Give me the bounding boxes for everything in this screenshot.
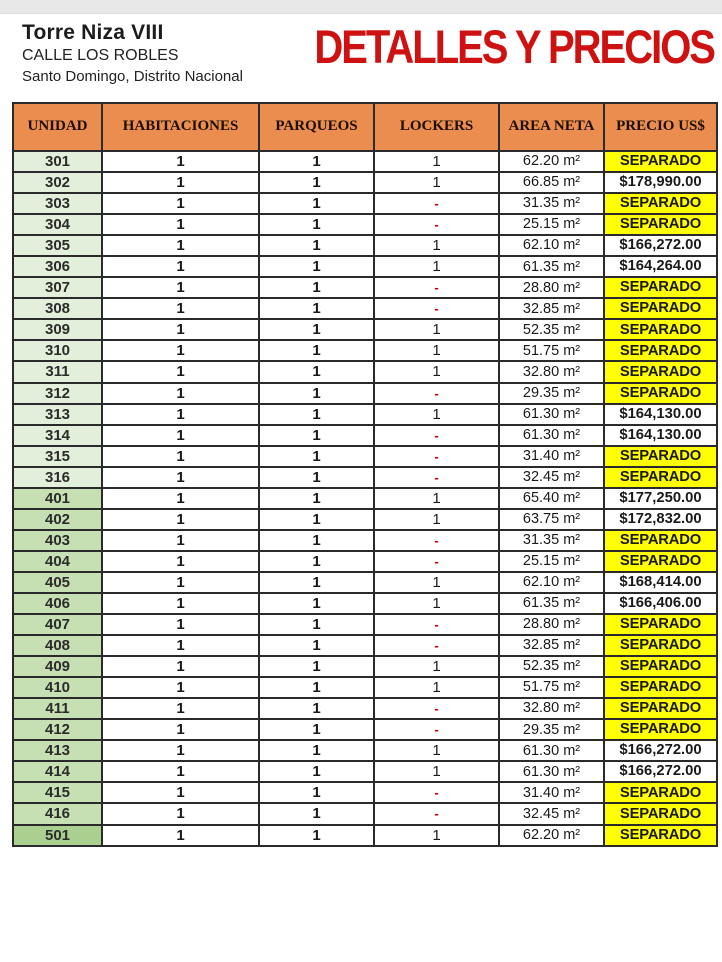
area-cell: 25.15 m² (499, 551, 604, 572)
parqueos-cell: 1 (259, 509, 374, 530)
unit-cell: 310 (13, 340, 102, 361)
parqueos-cell: 1 (259, 193, 374, 214)
price-cell: SEPARADO (604, 530, 717, 551)
habitaciones-cell: 1 (102, 256, 259, 277)
unit-cell: 415 (13, 782, 102, 803)
habitaciones-cell: 1 (102, 761, 259, 782)
parqueos-cell: 1 (259, 151, 374, 172)
table-row (13, 761, 717, 782)
table-row (13, 782, 717, 803)
price-cell: SEPARADO (604, 151, 717, 172)
area-cell: 62.20 m² (499, 825, 604, 846)
habitaciones-cell: 1 (102, 803, 259, 824)
price-cell: $164,130.00 (604, 404, 717, 425)
price-cell: SEPARADO (604, 467, 717, 488)
parqueos-cell: 1 (259, 656, 374, 677)
habitaciones-cell: 1 (102, 635, 259, 656)
area-cell: 29.35 m² (499, 383, 604, 404)
area-cell: 32.45 m² (499, 467, 604, 488)
parqueos-cell: 1 (259, 761, 374, 782)
table-row (13, 214, 717, 235)
habitaciones-cell: 1 (102, 656, 259, 677)
table-row (13, 635, 717, 656)
habitaciones-cell: 1 (102, 740, 259, 761)
unit-cell: 316 (13, 467, 102, 488)
price-cell: SEPARADO (604, 298, 717, 319)
lockers-cell: - (374, 698, 499, 719)
lockers-cell: 1 (374, 151, 499, 172)
col-header-precio: PRECIO US$ (604, 103, 717, 151)
header-row (13, 103, 717, 151)
col-header-area-neta: AREA NETA (499, 103, 604, 151)
area-cell: 52.35 m² (499, 319, 604, 340)
area-cell: 61.30 m² (499, 761, 604, 782)
habitaciones-cell: 1 (102, 404, 259, 425)
unit-cell: 401 (13, 488, 102, 509)
unit-cell: 411 (13, 698, 102, 719)
unit-cell: 307 (13, 277, 102, 298)
parqueos-cell: 1 (259, 172, 374, 193)
table-row (13, 740, 717, 761)
area-cell: 51.75 m² (499, 340, 604, 361)
parqueos-cell: 1 (259, 277, 374, 298)
area-cell: 65.40 m² (499, 488, 604, 509)
area-cell: 31.35 m² (499, 530, 604, 551)
habitaciones-cell: 1 (102, 614, 259, 635)
habitaciones-cell: 1 (102, 446, 259, 467)
habitaciones-cell: 1 (102, 193, 259, 214)
lockers-cell: - (374, 719, 499, 740)
unit-cell: 303 (13, 193, 102, 214)
table-row (13, 235, 717, 256)
price-cell: SEPARADO (604, 656, 717, 677)
lockers-cell: - (374, 803, 499, 824)
lockers-cell: 1 (374, 404, 499, 425)
habitaciones-cell: 1 (102, 298, 259, 319)
habitaciones-cell: 1 (102, 677, 259, 698)
table-row (13, 383, 717, 404)
parqueos-cell: 1 (259, 530, 374, 551)
unit-cell: 301 (13, 151, 102, 172)
habitaciones-cell: 1 (102, 235, 259, 256)
unit-cell: 404 (13, 551, 102, 572)
price-cell: SEPARADO (604, 719, 717, 740)
parqueos-cell: 1 (259, 467, 374, 488)
unit-cell: 409 (13, 656, 102, 677)
parqueos-cell: 1 (259, 614, 374, 635)
top-gray-strip (0, 0, 722, 14)
price-cell: $166,406.00 (604, 593, 717, 614)
lockers-cell: 1 (374, 319, 499, 340)
area-cell: 32.85 m² (499, 635, 604, 656)
area-cell: 66.85 m² (499, 172, 604, 193)
parqueos-cell: 1 (259, 404, 374, 425)
lockers-cell: 1 (374, 235, 499, 256)
table-row (13, 656, 717, 677)
parqueos-cell: 1 (259, 698, 374, 719)
habitaciones-cell: 1 (102, 172, 259, 193)
parqueos-cell: 1 (259, 446, 374, 467)
col-header-habitaciones: HABITACIONES (102, 103, 259, 151)
parqueos-cell: 1 (259, 256, 374, 277)
parqueos-cell: 1 (259, 803, 374, 824)
price-cell: $177,250.00 (604, 488, 717, 509)
unit-cell: 407 (13, 614, 102, 635)
table-row (13, 572, 717, 593)
building-name: Torre Niza VIII (22, 21, 164, 44)
lockers-cell: 1 (374, 740, 499, 761)
area-cell: 61.35 m² (499, 593, 604, 614)
table-row (13, 698, 717, 719)
habitaciones-cell: 1 (102, 361, 259, 382)
col-header-lockers: LOCKERS (374, 103, 499, 151)
parqueos-cell: 1 (259, 740, 374, 761)
habitaciones-cell: 1 (102, 509, 259, 530)
lockers-cell: 1 (374, 593, 499, 614)
area-cell: 29.35 m² (499, 719, 604, 740)
table-row (13, 593, 717, 614)
unit-cell: 410 (13, 677, 102, 698)
unit-cell: 402 (13, 509, 102, 530)
lockers-cell: 1 (374, 761, 499, 782)
table-row (13, 340, 717, 361)
price-cell: SEPARADO (604, 782, 717, 803)
table-row (13, 488, 717, 509)
street-address: CALLE LOS ROBLES (22, 47, 179, 65)
unit-cell: 408 (13, 635, 102, 656)
price-cell: SEPARADO (604, 551, 717, 572)
lockers-cell: - (374, 635, 499, 656)
price-cell: $166,272.00 (604, 740, 717, 761)
lockers-cell: 1 (374, 656, 499, 677)
lockers-cell: - (374, 467, 499, 488)
habitaciones-cell: 1 (102, 572, 259, 593)
unit-cell: 309 (13, 319, 102, 340)
price-cell: $166,272.00 (604, 761, 717, 782)
price-cell: SEPARADO (604, 698, 717, 719)
table-row (13, 509, 717, 530)
price-cell: $164,130.00 (604, 425, 717, 446)
habitaciones-cell: 1 (102, 425, 259, 446)
lockers-cell: 1 (374, 256, 499, 277)
parqueos-cell: 1 (259, 235, 374, 256)
habitaciones-cell: 1 (102, 488, 259, 509)
unit-cell: 305 (13, 235, 102, 256)
unit-cell: 501 (13, 825, 102, 846)
parqueos-cell: 1 (259, 719, 374, 740)
table-row (13, 404, 717, 425)
lockers-cell: 1 (374, 825, 499, 846)
parqueos-cell: 1 (259, 298, 374, 319)
habitaciones-cell: 1 (102, 551, 259, 572)
habitaciones-cell: 1 (102, 340, 259, 361)
parqueos-cell: 1 (259, 825, 374, 846)
parqueos-cell: 1 (259, 551, 374, 572)
habitaciones-cell: 1 (102, 530, 259, 551)
table-row (13, 551, 717, 572)
lockers-cell: - (374, 530, 499, 551)
lockers-cell: 1 (374, 509, 499, 530)
parqueos-cell: 1 (259, 677, 374, 698)
parqueos-cell: 1 (259, 214, 374, 235)
unit-cell: 413 (13, 740, 102, 761)
unit-cell: 405 (13, 572, 102, 593)
area-cell: 31.35 m² (499, 193, 604, 214)
lockers-cell: - (374, 782, 499, 803)
table-row (13, 677, 717, 698)
unit-cell: 304 (13, 214, 102, 235)
unit-cell: 311 (13, 361, 102, 382)
area-cell: 62.10 m² (499, 235, 604, 256)
lockers-cell: 1 (374, 172, 499, 193)
col-header-unidad: UNIDAD (13, 103, 102, 151)
area-cell: 25.15 m² (499, 214, 604, 235)
area-cell: 28.80 m² (499, 277, 604, 298)
parqueos-cell: 1 (259, 782, 374, 803)
habitaciones-cell: 1 (102, 719, 259, 740)
parqueos-cell: 1 (259, 361, 374, 382)
unit-cell: 308 (13, 298, 102, 319)
habitaciones-cell: 1 (102, 782, 259, 803)
habitaciones-cell: 1 (102, 825, 259, 846)
table-row (13, 298, 717, 319)
unit-cell: 302 (13, 172, 102, 193)
price-cell: SEPARADO (604, 614, 717, 635)
habitaciones-cell: 1 (102, 383, 259, 404)
habitaciones-cell: 1 (102, 214, 259, 235)
lockers-cell: - (374, 214, 499, 235)
price-cell: SEPARADO (604, 214, 717, 235)
price-cell: SEPARADO (604, 340, 717, 361)
area-cell: 63.75 m² (499, 509, 604, 530)
unit-cell: 403 (13, 530, 102, 551)
unit-cell: 312 (13, 383, 102, 404)
unit-cell: 313 (13, 404, 102, 425)
lockers-cell: 1 (374, 572, 499, 593)
price-cell: $166,272.00 (604, 235, 717, 256)
table-row (13, 614, 717, 635)
area-cell: 31.40 m² (499, 446, 604, 467)
price-cell: SEPARADO (604, 803, 717, 824)
price-table (12, 102, 718, 847)
lockers-cell: - (374, 298, 499, 319)
price-cell: SEPARADO (604, 193, 717, 214)
habitaciones-cell: 1 (102, 277, 259, 298)
area-cell: 31.40 m² (499, 782, 604, 803)
area-cell: 32.85 m² (499, 298, 604, 319)
table-row (13, 193, 717, 214)
area-cell: 28.80 m² (499, 614, 604, 635)
price-cell: SEPARADO (604, 446, 717, 467)
unit-cell: 416 (13, 803, 102, 824)
table-row (13, 172, 717, 193)
unit-cell: 306 (13, 256, 102, 277)
unit-cell: 314 (13, 425, 102, 446)
price-cell: SEPARADO (604, 825, 717, 846)
table-row (13, 719, 717, 740)
parqueos-cell: 1 (259, 635, 374, 656)
table-row (13, 803, 717, 824)
area-cell: 52.35 m² (499, 656, 604, 677)
area-cell: 61.30 m² (499, 425, 604, 446)
table-row (13, 446, 717, 467)
lockers-cell: - (374, 193, 499, 214)
table-row (13, 467, 717, 488)
table-row (13, 425, 717, 446)
city-line: Santo Domingo, Distrito Nacional (22, 68, 243, 86)
parqueos-cell: 1 (259, 319, 374, 340)
area-cell: 61.30 m² (499, 740, 604, 761)
lockers-cell: 1 (374, 340, 499, 361)
unit-cell: 406 (13, 593, 102, 614)
price-cell: SEPARADO (604, 361, 717, 382)
lockers-cell: - (374, 277, 499, 298)
habitaciones-cell: 1 (102, 467, 259, 488)
col-header-parqueos: PARQUEOS (259, 103, 374, 151)
lockers-cell: 1 (374, 677, 499, 698)
parqueos-cell: 1 (259, 488, 374, 509)
lockers-cell: - (374, 551, 499, 572)
unit-cell: 414 (13, 761, 102, 782)
parqueos-cell: 1 (259, 593, 374, 614)
table-row (13, 256, 717, 277)
price-cell: SEPARADO (604, 635, 717, 656)
area-cell: 51.75 m² (499, 677, 604, 698)
price-cell: SEPARADO (604, 677, 717, 698)
parqueos-cell: 1 (259, 572, 374, 593)
habitaciones-cell: 1 (102, 593, 259, 614)
price-cell: SEPARADO (604, 319, 717, 340)
lockers-cell: 1 (374, 361, 499, 382)
parqueos-cell: 1 (259, 340, 374, 361)
unit-cell: 315 (13, 446, 102, 467)
area-cell: 61.30 m² (499, 404, 604, 425)
area-cell: 61.35 m² (499, 256, 604, 277)
page-title: DETALLES Y PRECIOS (314, 21, 714, 74)
page-header (0, 14, 722, 100)
table-row (13, 151, 717, 172)
area-cell: 62.10 m² (499, 572, 604, 593)
price-cell: $172,832.00 (604, 509, 717, 530)
habitaciones-cell: 1 (102, 151, 259, 172)
lockers-cell: 1 (374, 488, 499, 509)
area-cell: 62.20 m² (499, 151, 604, 172)
table-body (13, 151, 717, 846)
habitaciones-cell: 1 (102, 698, 259, 719)
area-cell: 32.80 m² (499, 361, 604, 382)
unit-cell: 412 (13, 719, 102, 740)
table-row (13, 277, 717, 298)
table-row (13, 530, 717, 551)
price-cell: $164,264.00 (604, 256, 717, 277)
parqueos-cell: 1 (259, 425, 374, 446)
area-cell: 32.45 m² (499, 803, 604, 824)
price-cell: $178,990.00 (604, 172, 717, 193)
table-header (13, 103, 717, 151)
table-row (13, 825, 717, 846)
price-cell: $168,414.00 (604, 572, 717, 593)
lockers-cell: - (374, 425, 499, 446)
lockers-cell: - (374, 446, 499, 467)
area-cell: 32.80 m² (499, 698, 604, 719)
table-row (13, 361, 717, 382)
address-block (22, 20, 243, 87)
lockers-cell: - (374, 383, 499, 404)
table-row (13, 319, 717, 340)
lockers-cell: - (374, 614, 499, 635)
price-cell: SEPARADO (604, 383, 717, 404)
habitaciones-cell: 1 (102, 319, 259, 340)
parqueos-cell: 1 (259, 383, 374, 404)
price-cell: SEPARADO (604, 277, 717, 298)
